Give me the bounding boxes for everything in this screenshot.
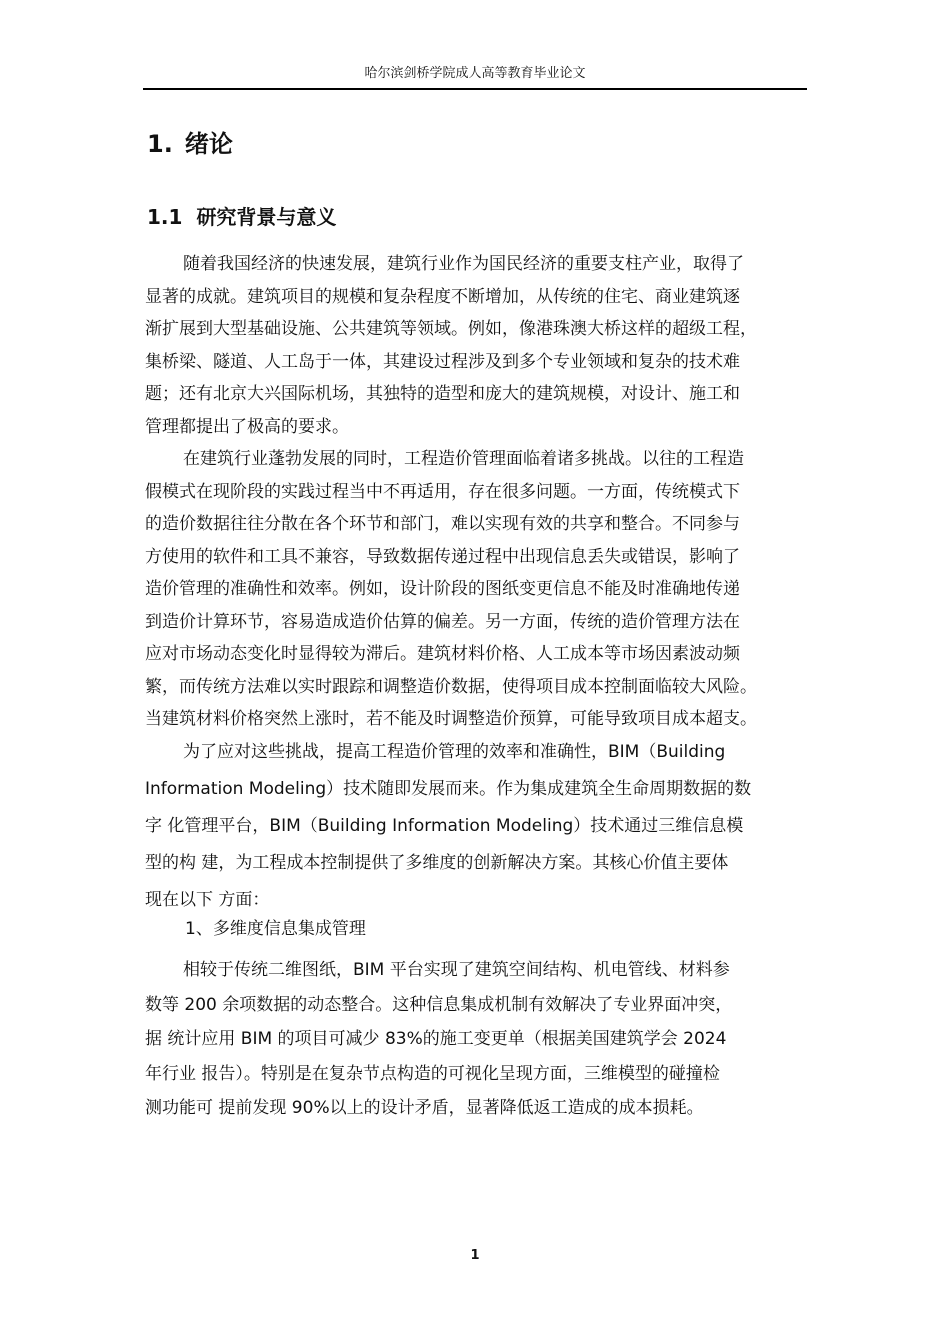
paragraph-background <box>145 248 809 443</box>
page-number: 1 <box>470 1248 480 1263</box>
text-line: 渐扩展到大型基础设施、公共建筑等领域。例如，像港珠澳大桥这样的超级工程， <box>145 319 757 339</box>
chapter-title: 绪论 <box>184 130 233 158</box>
section-heading <box>147 202 336 232</box>
page-header: 哈尔滨剑桥学院成人高等教育毕业论文 <box>364 66 586 81</box>
text-line: 应对市场动态变化时显得较为滞后。建筑材料价格、人工成本等市场因素波动频 <box>145 644 740 664</box>
section-title: 研究背景与意义 <box>196 205 337 229</box>
text-line: 的造价数据往往分散在各个环节和部门，难以实现有效的共享和整合。不同参与 <box>145 514 740 534</box>
text-line: 测功能可 提前发现 90%以上的设计矛盾，显著降低返工造成的成本损耗。 <box>145 1098 704 1118</box>
text-line: 到造价计算环节，容易造成造价估算的偏差。另一方面，传统的造价管理方法在 <box>145 611 740 632</box>
header-rule <box>143 88 807 90</box>
text-line: 相较于传统二维图纸，BIM 平台实现了建筑空间结构、机电管线、材料参 <box>183 960 730 980</box>
text-line: 现在以下 方面： <box>145 890 270 910</box>
text-line: 造价管理的准确性和效率。例如，设计阶段的图纸变更信息不能及时准确地传递 <box>145 579 740 599</box>
text-line: 题；还有北京大兴国际机场，其独特的造型和庞大的建筑规模，对设计、施工和 <box>145 384 740 404</box>
text-line: 字 化管理平台，BIM（Building Information Modeling）技术通过三维信息模 <box>145 816 744 836</box>
text-line: 据 统计应用 BIM 的项目可减少 83%的施工变更单（根据美国建筑学会 2024 <box>145 1029 727 1049</box>
text-line: 显著的成就。建筑项目的规模和复杂程度不断增加，从传统的住宅、商业建筑逐 <box>145 286 740 307</box>
text-line: 当建筑材料价格突然上涨时，若不能及时调整造价预算，可能导致项目成本超支。 <box>145 709 757 729</box>
text-line: 随着我国经济的快速发展，建筑行业作为国民经济的重要支柱产业，取得了 <box>183 254 744 274</box>
chapter-heading <box>147 127 233 161</box>
text-line: 繁，而传统方法难以实时跟踪和调整造价数据，使得项目成本控制面临较大风险。 <box>145 676 757 697</box>
text-line: 为了应对这些挑战，提高工程造价管理的效率和准确性，BIM（Building <box>183 742 726 762</box>
text-line: 方使用的软件和工具不兼容，导致数据传递过程中出现信息丢失或错误，影响了 <box>145 546 740 567</box>
text-line: 管理都提出了极高的要求。 <box>145 416 349 437</box>
text-line: 假模式在现阶段的实践过程当中不再适用，存在很多问题。一方面，传统模式下 <box>145 481 740 502</box>
text-line: 集桥梁、隧道、人工岛于一体，其建设过程涉及到多个专业领域和复杂的技术难 <box>145 351 740 372</box>
text-line: 数等 200 余项数据的动态整合。这种信息集成机制有效解决了专业界面冲突， <box>145 994 733 1015</box>
paragraph-integration <box>145 953 809 1126</box>
text-line: 在建筑行业蓬勃发展的同时，工程造价管理面临着诸多挑战。以往的工程造 <box>183 449 744 469</box>
paragraph-challenges <box>145 443 809 736</box>
text-line: 年行业 报告）。特别是在复杂节点构造的可视化呈现方面，三维模型的碰撞检 <box>145 1063 720 1084</box>
text-line: Information Modeling）技术随即发展而来。作为集成建筑全生命周期数据的数 <box>145 779 752 799</box>
paragraph-bim-intro <box>145 734 809 919</box>
list-item-heading: 1、多维度信息集成管理 <box>185 919 366 939</box>
section-number: 1.1 <box>147 205 183 229</box>
text-line: 型的构 建，为工程成本控制提供了多维度的创新解决方案。其核心价值主要体 <box>145 853 729 873</box>
chapter-number: 1. <box>147 130 173 158</box>
